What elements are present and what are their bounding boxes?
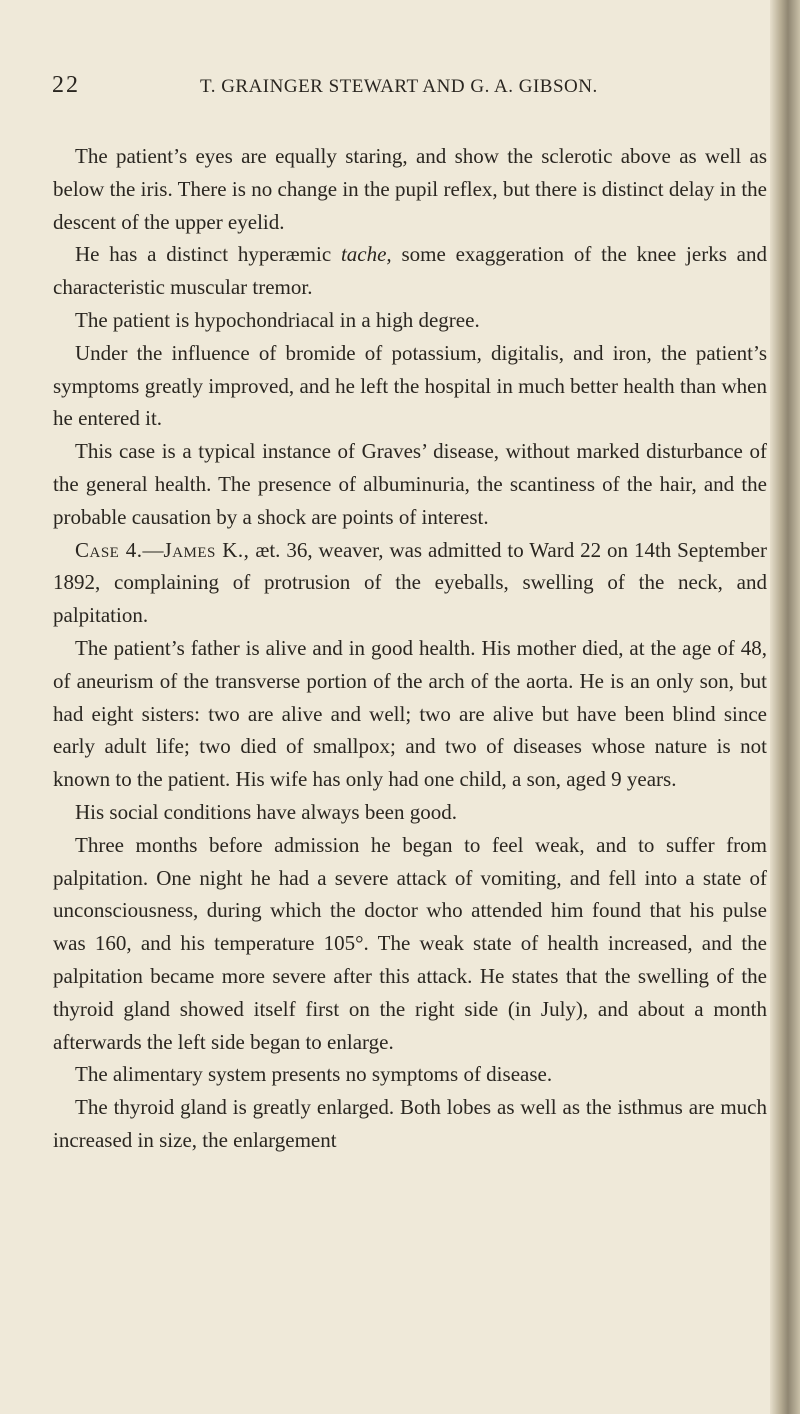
paragraph-tache-start: He has a distinct hyperæmic bbox=[75, 242, 341, 267]
case-4-text: æt. 36, weaver, was admitted to Ward 22 on 14th September 1892, complaining of protrusion of the eyeballs, swelling of the neck, and palpitation. bbox=[53, 537, 767, 628]
running-head bbox=[52, 72, 752, 102]
paragraph-thyroid: The thyroid gland is greatly enlarged. Both lobes as well as the isthmus are much increased in size, the enlargement bbox=[53, 1095, 767, 1152]
body-text bbox=[53, 140, 767, 1157]
case-label: Case 4. bbox=[75, 537, 143, 562]
paragraph-tache bbox=[53, 238, 767, 304]
patient-name: James K., bbox=[163, 537, 250, 562]
paragraph-summary: This case is a typical instance of Graves’ disease, without marked disturbance of the general health. The presence of albuminuria, the scantiness of the hair, and the probable causation by a shock are points of interest. bbox=[53, 439, 767, 529]
paragraph-hypochondriacal: The patient is hypochondriacal in a high degree. bbox=[75, 307, 480, 332]
case-dash: — bbox=[142, 537, 164, 562]
page-number: 22 bbox=[52, 72, 80, 98]
paragraph-eyes: The patient’s eyes are equally staring, and show the sclerotic above as well as below the iris. There is no change in the pupil reflex, but there is distinct delay in the descent of the upper eyelid. bbox=[53, 144, 767, 234]
paragraph-onset: Three months before admission he began to feel weak, and to suffer from palpitation. One night he had a severe attack of vomiting, and fell into a state of unconsciousness, during which the doctor who attended him found that his pulse was 160, and his temperature 105°. The weak state of health increased, and the palpitation became more severe after this attack. He states that the swelling of the thyroid gland showed itself first on the right side (in July), and about a month afterwards the left side began to enlarge. bbox=[53, 832, 767, 1054]
paragraph-case-4 bbox=[53, 534, 767, 632]
page-binding-edge bbox=[770, 0, 800, 1414]
paragraph-social: His social conditions have always been good. bbox=[75, 799, 457, 824]
running-title: T. GRAINGER STEWART AND G. A. GIBSON. bbox=[200, 76, 598, 97]
paragraph-treatment: Under the influence of bromide of potassium, digitalis, and iron, the patient’s symptoms greatly improved, and he left the hospital in much better health than when he entered it. bbox=[53, 340, 767, 431]
paragraph-family-history: The patient’s father is alive and in good health. His mother died, at the age of 48, of aneurism of the transverse portion of the arch of the aorta. He is an only son, but had eight sisters: two are alive and well; two are alive but have been blind since early adult life; two died of smallpox; and two of diseases whose nature is not known to the patient. His wife has only had one child, a son, aged 9 years. bbox=[53, 635, 767, 792]
paragraph-tache-end: some exaggeration of the knee jerks and characteristic muscular tremor. bbox=[53, 242, 767, 300]
paragraph-alimentary: The alimentary system presents no symptoms of disease. bbox=[75, 1062, 553, 1087]
italic-term: tache, bbox=[340, 242, 392, 267]
